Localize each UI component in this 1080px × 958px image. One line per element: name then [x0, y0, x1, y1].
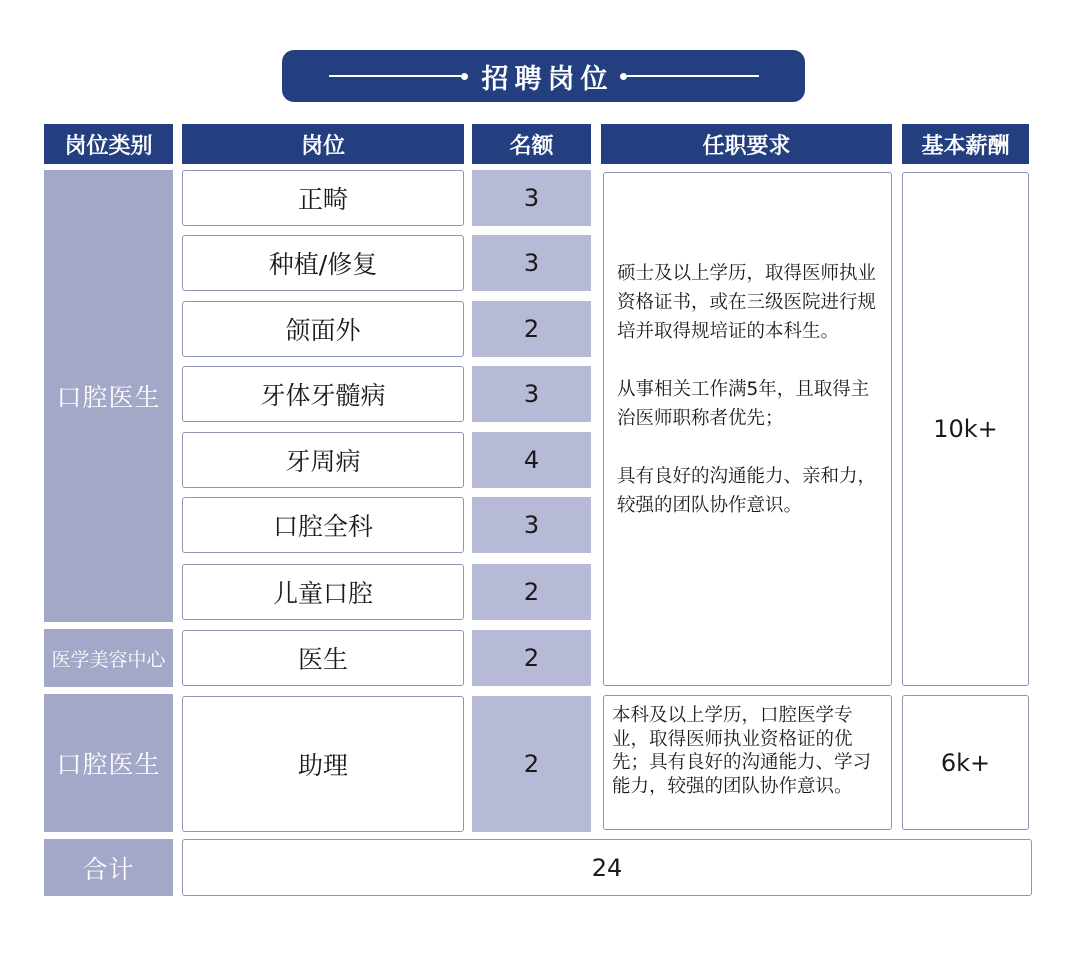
quota-cell: 2 — [472, 564, 591, 620]
position-cell: 医生 — [182, 630, 464, 686]
position-cell: 口腔全科 — [182, 497, 464, 553]
requirement-paragraph: 硕士及以上学历，取得医师执业资格证书，或在三级医院进行规培并取得规培证的本科生。 — [617, 263, 877, 342]
quota-cell: 2 — [472, 696, 591, 832]
salary-doctor: 10k+ — [902, 172, 1029, 686]
quota-cell: 4 — [472, 432, 591, 488]
title-banner — [282, 50, 805, 102]
quota-cell: 2 — [472, 301, 591, 357]
quota-cell: 3 — [472, 170, 591, 226]
requirement-paragraph: 具有良好的沟通能力、亲和力，较强的团队协作意识。 — [617, 466, 877, 516]
requirements-assistant — [603, 695, 892, 830]
position-cell: 牙周病 — [182, 432, 464, 488]
page-title: 招聘岗位 — [481, 63, 614, 95]
position-cell: 正畸 — [182, 170, 464, 226]
position-cell: 助理 — [182, 696, 464, 832]
quota-cell: 3 — [472, 366, 591, 422]
header-position: 岗位 — [182, 124, 464, 164]
header-requirements: 任职要求 — [601, 124, 892, 164]
banner-line-right — [627, 75, 759, 77]
quota-cell: 2 — [472, 630, 591, 686]
header-salary: 基本薪酬 — [902, 124, 1029, 164]
category-total: 合计 — [44, 839, 173, 896]
position-cell: 颌面外 — [182, 301, 464, 357]
requirement-paragraph: 本科及以上学历，口腔医学专业，取得医师执业资格证的优先；具有良好的沟通能力、学习能力，较强的团队协作意识。 — [612, 705, 872, 797]
requirement-paragraph: 从事相关工作满5年，且取得主治医师职称者优先； — [617, 379, 870, 429]
category-aesthetic-center: 医学美容中心 — [44, 629, 173, 687]
header-quota: 名额 — [472, 124, 591, 164]
salary-assistant: 6k+ — [902, 695, 1029, 830]
category-dentist-assistant: 口腔医生 — [44, 694, 173, 832]
position-cell: 种植/修复 — [182, 235, 464, 291]
quota-cell: 3 — [472, 235, 591, 291]
banner-dot-right — [620, 73, 627, 80]
position-cell: 儿童口腔 — [182, 564, 464, 620]
quota-cell: 3 — [472, 497, 591, 553]
banner-line-left — [329, 75, 461, 77]
banner-dot-left — [461, 73, 468, 80]
header-category: 岗位类别 — [44, 124, 173, 164]
category-dentist: 口腔医生 — [44, 170, 173, 622]
total-value: 24 — [182, 839, 1032, 896]
position-cell: 牙体牙髓病 — [182, 366, 464, 422]
requirements-doctor — [603, 172, 892, 686]
